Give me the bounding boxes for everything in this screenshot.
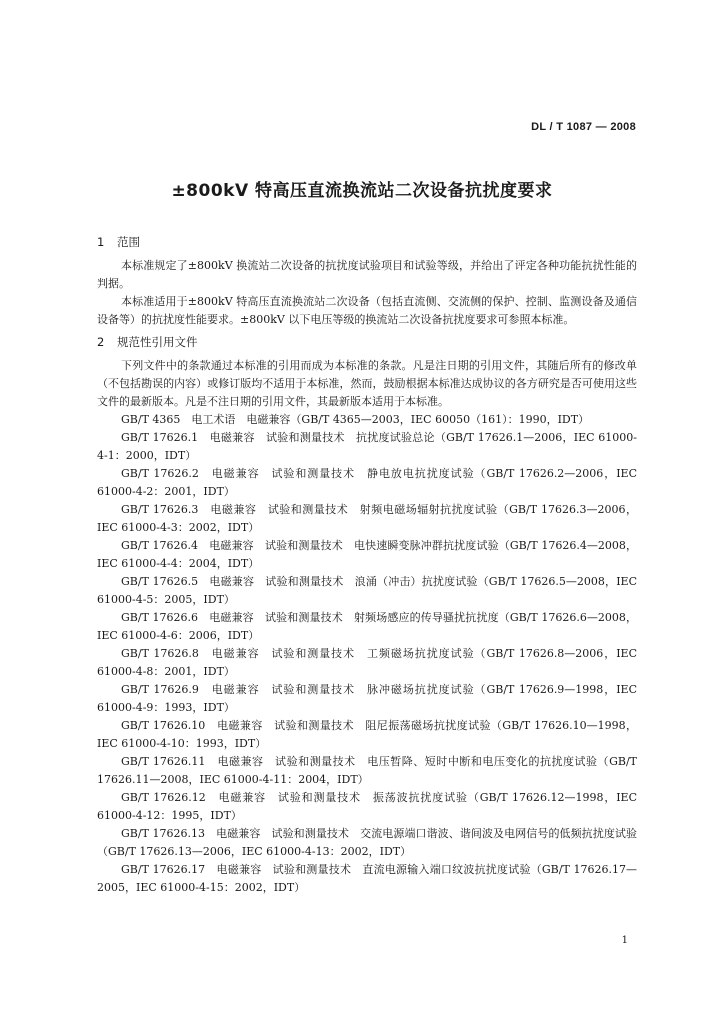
scope-paragraph: 本标准规定了±800kV 换流站二次设备的抗扰度试验项目和试验等级，并给出了评定各种功能抗扰性能的判据。: [97, 259, 637, 290]
references-intro: 下列文件中的条款通过本标准的引用而成为本标准的条款。凡是注日期的引用文件，其随后所有的修改单（不包括勘误的内容）或修订版均不适用于本标准，然而，鼓励根据本标准达成协议的各方研究是否可使用这些文件的最新版本。凡是不注日期的引用文件，其最新版本适用于本标准。: [97, 359, 637, 408]
section-2-heading: [97, 333, 637, 351]
section-number: 1: [97, 235, 105, 249]
document-title: ±800kV 特高压直流换流站二次设备抗扰度要求: [171, 181, 553, 201]
reference-item: GB/T 17626.11 电磁兼容 试验和测量技术 电压暂降、短时中断和电压变化的抗扰度试验（GB/T 17626.11—2008，IEC 61000-4-11：2004，IDT）: [97, 755, 637, 786]
reference-item: GB/T 17626.4 电磁兼容 试验和测量技术 电快速瞬变脉冲群抗扰度试验（GB/T 17626.4—2008，IEC 61000-4-4：2004，IDT）: [97, 539, 637, 570]
reference-item: GB/T 17626.2 电磁兼容 试验和测量技术 静电放电抗扰度试验（GB/T 17626.2—2006，IEC 61000-4-2：2001，IDT）: [97, 467, 637, 498]
reference-item: GB/T 17626.9 电磁兼容 试验和测量技术 脉冲磁场抗扰度试验（GB/T 17626.9—1998，IEC 61000-4-9：1993，IDT）: [97, 683, 637, 714]
section-1-heading: [97, 233, 637, 251]
reference-item: GB/T 17626.5 电磁兼容 试验和测量技术 浪涌（冲击）抗扰度试验（GB/T 17626.5—2008，IEC 61000-4-5：2005，IDT）: [97, 575, 637, 606]
reference-item: GB/T 17626.10 电磁兼容 试验和测量技术 阻尼振荡磁场抗扰度试验（GB/T 17626.10—1998，IEC 61000-4-10：1993，IDT）: [97, 719, 637, 750]
reference-item: GB/T 4365 电工术语 电磁兼容（GB/T 4365—2003，IEC 60050（161）：1990，IDT）: [121, 413, 590, 426]
section-title: 范围: [117, 235, 140, 249]
section-number: 2: [97, 335, 105, 349]
reference-item: GB/T 17626.3 电磁兼容 试验和测量技术 射频电磁场辐射抗扰度试验（GB/T 17626.3—2006，IEC 61000-4-3：2002，IDT）: [97, 503, 637, 534]
reference-item: GB/T 17626.6 电磁兼容 试验和测量技术 射频场感应的传导骚扰抗扰度（GB/T 17626.6—2008，IEC 61000-4-6：2006，IDT）: [97, 611, 637, 642]
section-title: 规范性引用文件: [117, 335, 198, 349]
page-number: 1: [621, 935, 628, 946]
reference-item: GB/T 17626.13 电磁兼容 试验和测量技术 交流电源端口谐波、谐间波及电网信号的低频抗扰度试验（GB/T 17626.13—2006，IEC 61000-4-13：2002，IDT）: [97, 827, 637, 858]
reference-item: GB/T 17626.12 电磁兼容 试验和测量技术 振荡波抗扰度试验（GB/T 17626.12—1998，IEC 61000-4-12：1995，IDT）: [97, 791, 637, 822]
scope-paragraph: 本标准适用于±800kV 特高压直流换流站二次设备（包括直流侧、交流侧的保护、控制、监测设备及通信设备等）的抗扰度性能要求。±800kV 以下电压等级的换流站二次设备抗扰度要求可参照本标准。: [97, 295, 637, 326]
document-body: [97, 233, 637, 897]
reference-item: GB/T 17626.8 电磁兼容 试验和测量技术 工频磁场抗扰度试验（GB/T 17626.8—2006，IEC 61000-4-8：2001，IDT）: [97, 647, 637, 678]
reference-item: GB/T 17626.17 电磁兼容 试验和测量技术 直流电源输入端口纹波抗扰度试验（GB/T 17626.17—2005，IEC 61000-4-15：2002，IDT）: [97, 863, 637, 894]
standard-code: DL / T 1087 — 2008: [531, 121, 636, 133]
reference-item: GB/T 17626.1 电磁兼容 试验和测量技术 抗扰度试验总论（GB/T 17626.1—2006，IEC 61000-4-1：2000，IDT）: [97, 431, 637, 462]
